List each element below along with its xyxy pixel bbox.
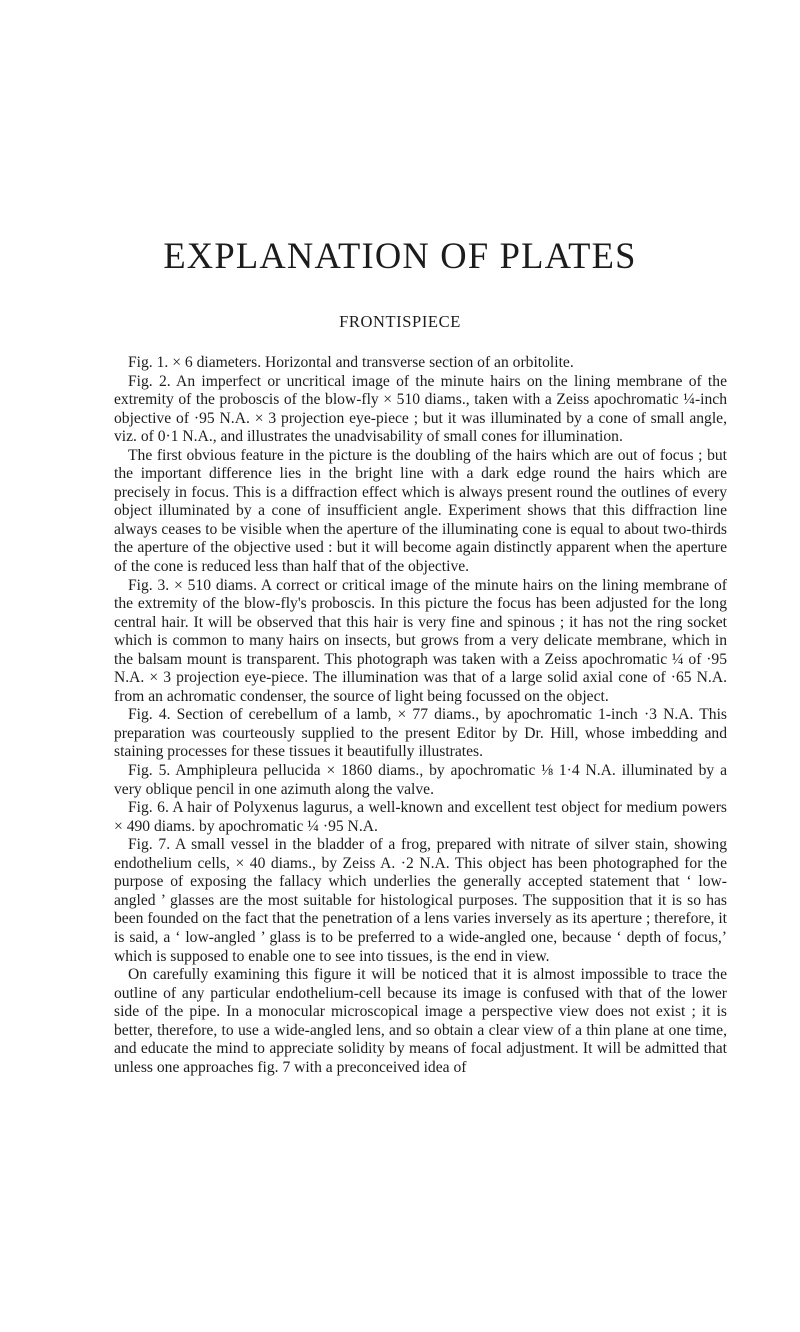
page-title: EXPLANATION OF PLATES <box>163 235 637 276</box>
paragraph-fig-6: Fig. 6. A hair of Polyxenus lagurus, a well-known and excellent test object for medium powers × 490 diams. by apochromatic ¼ ·95 N.A. <box>114 799 727 835</box>
paragraph-fig-3: Fig. 3. × 510 diams. A correct or critical image of the minute hairs on the lining membrane of the extremity of the blow-fly's proboscis. In this picture the focus has been adjusted for the long central hair. It will be observed that this hair is very fine and spinous ; it has not the ring socket which is common to many hairs on insects, but grows from a very delicate membrane, which in the balsam mount is transparent. This photograph was taken with a Zeiss apochromatic ¼ of ·95 N.A. × 3 projection eye-piece. The illumination was that of a large solid axial cone of ·65 N.A. from an achromatic condenser, the source of light being focussed on the object. <box>114 576 727 705</box>
paragraph-fig-7: Fig. 7. A small vessel in the bladder of a frog, prepared with nitrate of silver stain, showing endothelium cells, × 40 diams., by Zeiss A. ·2 N.A. This object has been photographed for the purpose of exposing the fallacy which underlies the generally accepted statement that ‘ low-angled ’ glasses are the most suitable for histological purposes. The supposition that it is so has been founded on the fact that the penetration of a lens varies inversely as its aperture ; therefore, it is said, a ‘ low-angled ’ glass is to be preferred to a wide-angled one, because ‘ depth of focus,’ which is supposed to enable one to see into tissues, is the end in view. <box>114 836 727 965</box>
paragraph-diffraction-note: The first obvious feature in the picture is the doubling of the hairs which are out of focus ; but the important difference lies in the bright line with a dark edge round the hairs which are precisely in focus. This is a diffraction effect which is always present round the outlines of every object illuminated by a cone of insufficient angle. Experiment shows that this diffraction line always ceases to be visible when the aperture of the illuminating cone is equal to about two-thirds the aperture of the objective used : but it will become again distinctly apparent when the aperture of the cone is reduced less than half that of the objective. <box>114 446 727 576</box>
paragraph-fig-1: Fig. 1. × 6 diameters. Horizontal and transverse section of an orbitolite. <box>128 354 574 371</box>
paragraph-fig-4: Fig. 4. Section of cerebellum of a lamb, × 77 diams., by apochromatic 1-inch ·3 N.A. This preparation was courteously supplied to the present Editor by Dr. Hill, whose imbedding and staining processes for these tissues it beautifully illustrates. <box>114 706 727 761</box>
paragraph-fig-2: Fig. 2. An imperfect or uncritical image of the minute hairs on the lining membrane of the extremity of the proboscis of the blow-fly × 510 diams., taken with a Zeiss apochromatic ¼-inch objective of ·95 N.A. × 3 projection eye-piece ; but it was illuminated by a cone of small angle, viz. of 0·1 N.A., and illustrates the unadvisability of small cones for illumination. <box>114 372 727 446</box>
paragraph-fig-5: Fig. 5. Amphipleura pellucida × 1860 diams., by apochromatic ⅛ 1·4 N.A. illuminated by a very oblique pencil in one azimuth along the valve. <box>114 762 727 798</box>
body-text <box>114 354 727 1077</box>
paragraph-fig-7-continued: On carefully examining this figure it will be noticed that it is almost impossible to trace the outline of any particular endothelium-cell because its image is confused with that of the lower side of the pipe. In a monocular microscopical image a perspective view does not exist ; it is better, therefore, to use a wide-angled lens, and so obtain a clear view of a thin plane at one time, and educate the mind to appreciate solidity by means of focal adjustment. It will be admitted that unless one approaches fig. 7 with a preconceived idea of <box>114 966 727 1076</box>
section-heading: FRONTISPIECE <box>339 312 461 331</box>
